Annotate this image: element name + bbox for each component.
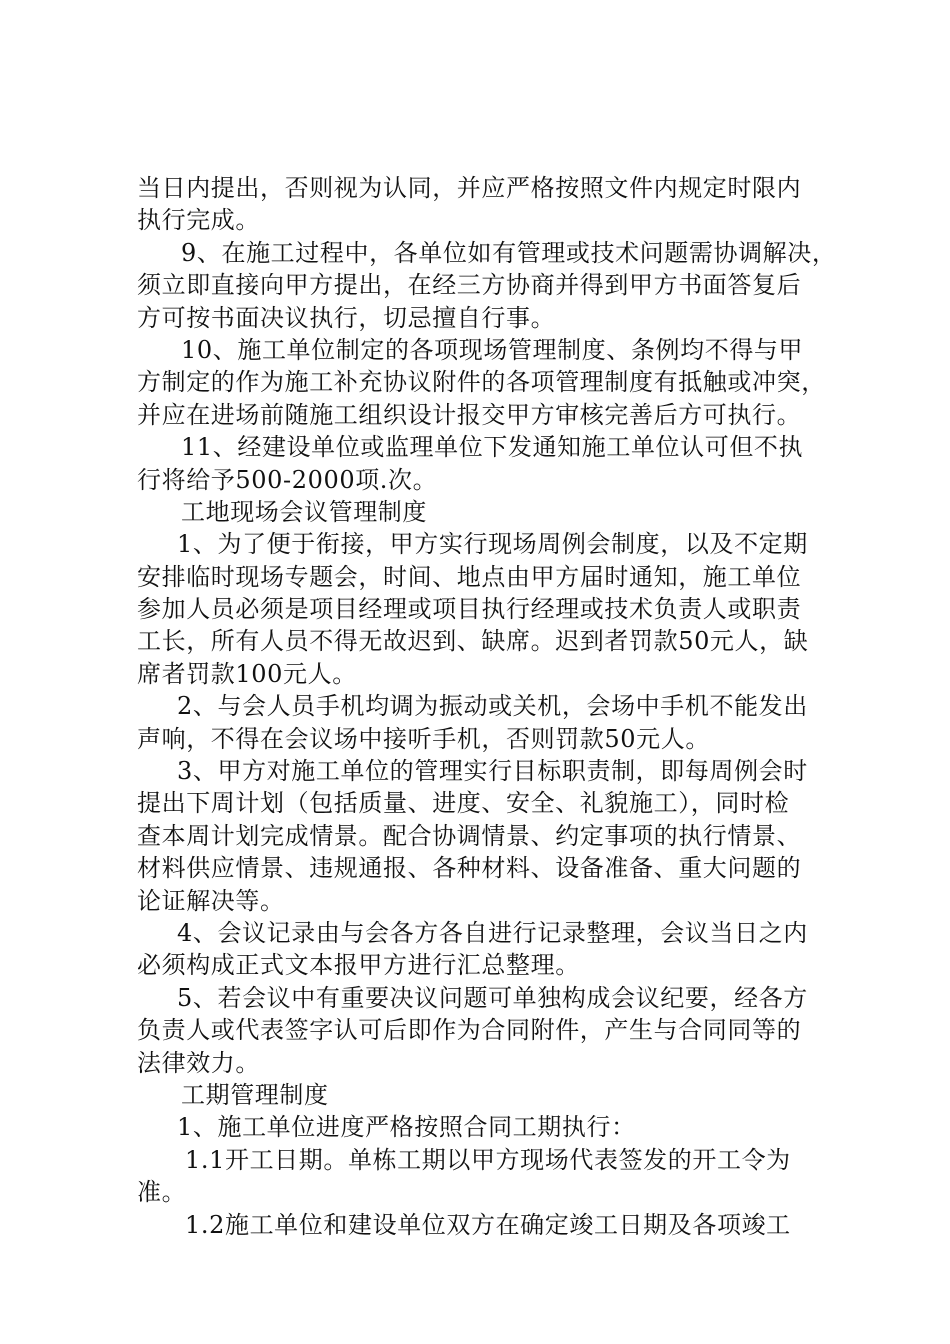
paragraph-line: 当日内提出，否则视为认同，并应严格按照文件内规定时限内 — [137, 174, 802, 202]
document-body — [137, 172, 837, 1241]
schedule-clause-1-1-line: 1.1开工日期。单栋工期以甲方现场代表签发的开工令为 — [185, 1145, 791, 1174]
meeting-clause-3-line: 3、甲方对施工单位的管理实行目标职责制，即每周例会时 — [177, 757, 808, 786]
paragraph-line: 工长，所有人员不得无故迟到、缺席。迟到者罚款50元人，缺 — [137, 627, 809, 656]
clause-11-line: 11、经建设单位或监理单位下发通知施工单位认可但不执 — [181, 433, 804, 462]
meeting-clause-1-line: 1、为了便于衔接，甲方实行现场周例会制度，以及不定期 — [177, 530, 808, 559]
paragraph-line: 参加人员必须是项目经理或项目执行经理或技术负责人或职责 — [137, 595, 802, 624]
paragraph-line: 执行完成。 — [137, 206, 260, 235]
paragraph-line: 方制定的作为施工补充协议附件的各项管理制度有抵触或冲突， — [137, 368, 826, 397]
paragraph-line: 材料供应情景、违规通报、各种材料、设备准备、重大问题的 — [137, 854, 802, 883]
schedule-clause-1-2-line: 1.2施工单位和建设单位双方在确定竣工日期及各项竣工 — [185, 1210, 791, 1239]
paragraph-line: 并应在进场前随施工组织设计报交甲方审核完善后方可执行。 — [137, 400, 802, 429]
section-heading: 工地现场会议管理制度 — [181, 497, 427, 526]
paragraph-line: 论证解决等。 — [137, 886, 285, 915]
paragraph-line: 行将给予500-2000项.次。 — [137, 465, 438, 494]
meeting-clause-5-line: 5、若会议中有重要决议问题可单独构成会议纪要，经各方 — [177, 983, 808, 1012]
paragraph-line: 准。 — [137, 1178, 187, 1207]
paragraph-line: 提出下周计划（包括质量、进度、安全、礼貌施工），同时检 — [137, 789, 790, 818]
meeting-clause-4-line: 4、会议记录由与会各方各自进行记录整理，会议当日之内 — [177, 918, 808, 947]
paragraph-line: 必须构成正式文本报甲方进行汇总整理。 — [137, 951, 580, 980]
paragraph-line: 负责人或代表签字认可后即作为合同附件，产生与合同同等的 — [137, 1016, 802, 1045]
paragraph-line: 安排临时现场专题会，时间、地点由甲方届时通知，施工单位 — [137, 562, 802, 591]
clause-10-line: 10、施工单位制定的各项现场管理制度、条例均不得与甲 — [181, 335, 804, 364]
paragraph-line: 声响，不得在会议场中接听手机，否则罚款50元人。 — [137, 724, 710, 753]
paragraph-line: 法律效力。 — [137, 1048, 260, 1077]
paragraph-line: 席者罚款100元人。 — [137, 659, 357, 688]
clause-9-line: 9、在施工过程中，各单位如有管理或技术问题需协调解决， — [181, 238, 837, 267]
schedule-clause-1-line: 1、施工单位进度严格按照合同工期执行： — [177, 1113, 636, 1142]
paragraph-line: 方可按书面决议执行，切忌擅自行事。 — [137, 303, 556, 332]
paragraph-line: 查本周计划完成情景。配合协调情景、约定事项的执行情景、 — [137, 821, 802, 850]
meeting-clause-2-line: 2、与会人员手机均调为振动或关机，会场中手机不能发出 — [177, 692, 808, 721]
paragraph-line: 须立即直接向甲方提出，在经三方协商并得到甲方书面答复后 — [137, 271, 802, 300]
section-heading: 工期管理制度 — [181, 1080, 329, 1109]
